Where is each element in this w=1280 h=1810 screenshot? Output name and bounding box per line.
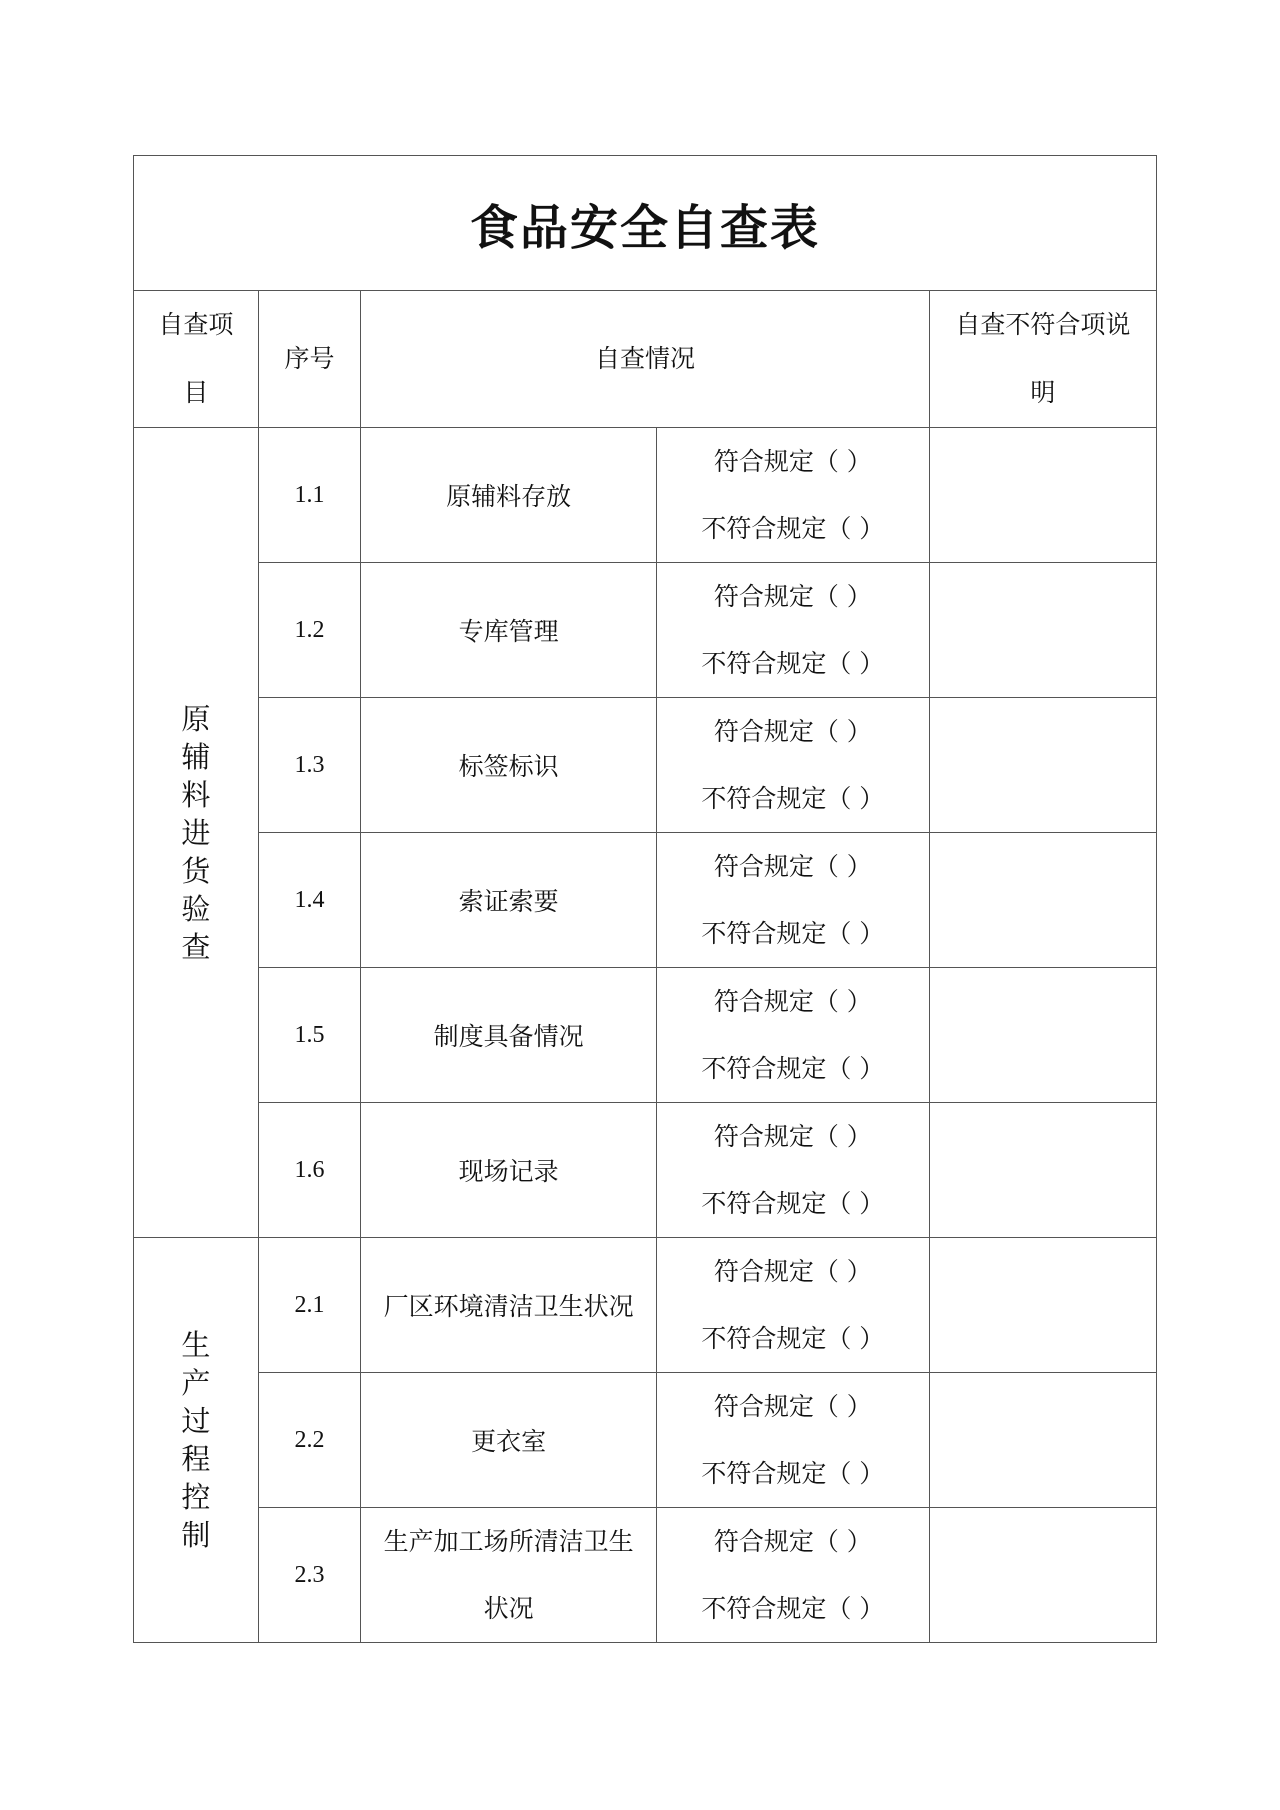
row-seq: 1.2 [258, 563, 361, 698]
row-item [361, 1508, 657, 1643]
header-note-line1: 自查不符合项说 [955, 310, 1131, 339]
row-note[interactable] [929, 1238, 1156, 1373]
row-note[interactable] [929, 428, 1156, 563]
self-check-form [133, 155, 1157, 1643]
group-label-char: 程 [181, 1442, 211, 1476]
row-status [657, 428, 930, 563]
row-status [657, 1238, 930, 1373]
row-seq: 2.3 [258, 1508, 361, 1643]
group-label-char: 原 [181, 701, 211, 736]
status-fail[interactable]: 不符合规定（ ） [701, 1054, 885, 1083]
status-fail[interactable]: 不符合规定（ ） [701, 1594, 885, 1623]
row-seq: 1.1 [258, 428, 361, 563]
status-fail[interactable]: 不符合规定（ ） [701, 784, 885, 813]
row-seq: 1.6 [258, 1103, 361, 1238]
status-pass[interactable]: 符合规定（ ） [713, 1122, 872, 1151]
group-label-char: 进 [181, 815, 211, 850]
row-note[interactable] [929, 563, 1156, 698]
status-pass[interactable]: 符合规定（ ） [713, 447, 872, 476]
row-note[interactable] [929, 1103, 1156, 1238]
row-seq: 1.3 [258, 698, 361, 833]
header-item-line2: 目 [183, 378, 209, 407]
row-item: 原辅料存放 [361, 428, 657, 563]
status-pass[interactable]: 符合规定（ ） [713, 1392, 872, 1421]
self-check-table [133, 155, 1157, 1643]
row-item: 标签标识 [361, 698, 657, 833]
status-fail[interactable]: 不符合规定（ ） [701, 1324, 885, 1353]
status-pass[interactable]: 符合规定（ ） [713, 582, 872, 611]
row-item: 制度具备情况 [361, 968, 657, 1103]
group-label-char: 货 [181, 853, 211, 888]
group-label-char: 辅 [181, 739, 211, 774]
header-note-line2: 明 [1030, 378, 1056, 407]
row-item: 更衣室 [361, 1373, 657, 1508]
group-label-char: 产 [181, 1366, 211, 1400]
status-pass[interactable]: 符合规定（ ） [713, 987, 872, 1016]
header-item [134, 291, 259, 428]
status-fail[interactable]: 不符合规定（ ） [701, 514, 885, 543]
status-pass[interactable]: 符合规定（ ） [713, 1257, 872, 1286]
status-fail[interactable]: 不符合规定（ ） [701, 919, 885, 948]
status-fail[interactable]: 不符合规定（ ） [701, 1459, 885, 1488]
group-label-char: 料 [181, 777, 211, 812]
row-status [657, 1103, 930, 1238]
row-status [657, 833, 930, 968]
group-label-char: 生 [181, 1328, 211, 1362]
status-fail[interactable]: 不符合规定（ ） [701, 1189, 885, 1218]
group-label-char: 控 [181, 1480, 211, 1514]
status-pass[interactable]: 符合规定（ ） [713, 717, 872, 746]
row-item: 专库管理 [361, 563, 657, 698]
row-item: 索证索要 [361, 833, 657, 968]
row-note[interactable] [929, 698, 1156, 833]
row-seq: 1.5 [258, 968, 361, 1103]
row-seq: 2.1 [258, 1238, 361, 1373]
group-label-char: 查 [181, 929, 211, 964]
group-label-raw-material [134, 428, 259, 1238]
status-fail[interactable]: 不符合规定（ ） [701, 649, 885, 678]
group-label-char: 制 [181, 1518, 211, 1552]
header-situation: 自查情况 [361, 291, 929, 428]
row-note[interactable] [929, 1373, 1156, 1508]
group-label-char: 验 [181, 891, 211, 926]
status-pass[interactable]: 符合规定（ ） [713, 1527, 872, 1556]
group-label-char: 过 [181, 1404, 211, 1438]
row-seq: 2.2 [258, 1373, 361, 1508]
row-note[interactable] [929, 1508, 1156, 1643]
row-status [657, 563, 930, 698]
row-note[interactable] [929, 968, 1156, 1103]
row-note[interactable] [929, 833, 1156, 968]
row-status [657, 1508, 930, 1643]
row-item-line2: 状况 [483, 1594, 534, 1623]
row-item: 厂区环境清洁卫生状况 [361, 1238, 657, 1373]
row-status [657, 1373, 930, 1508]
status-pass[interactable]: 符合规定（ ） [713, 852, 872, 881]
row-status [657, 968, 930, 1103]
header-seq: 序号 [258, 291, 361, 428]
header-item-line1: 自查项 [158, 310, 234, 339]
header-note [929, 291, 1156, 428]
row-seq: 1.4 [258, 833, 361, 968]
row-item-line1: 生产加工场所清洁卫生 [383, 1527, 634, 1556]
group-label-production-control [134, 1238, 259, 1643]
form-title: 食品安全自查表 [134, 156, 1157, 291]
row-item: 现场记录 [361, 1103, 657, 1238]
row-status [657, 698, 930, 833]
